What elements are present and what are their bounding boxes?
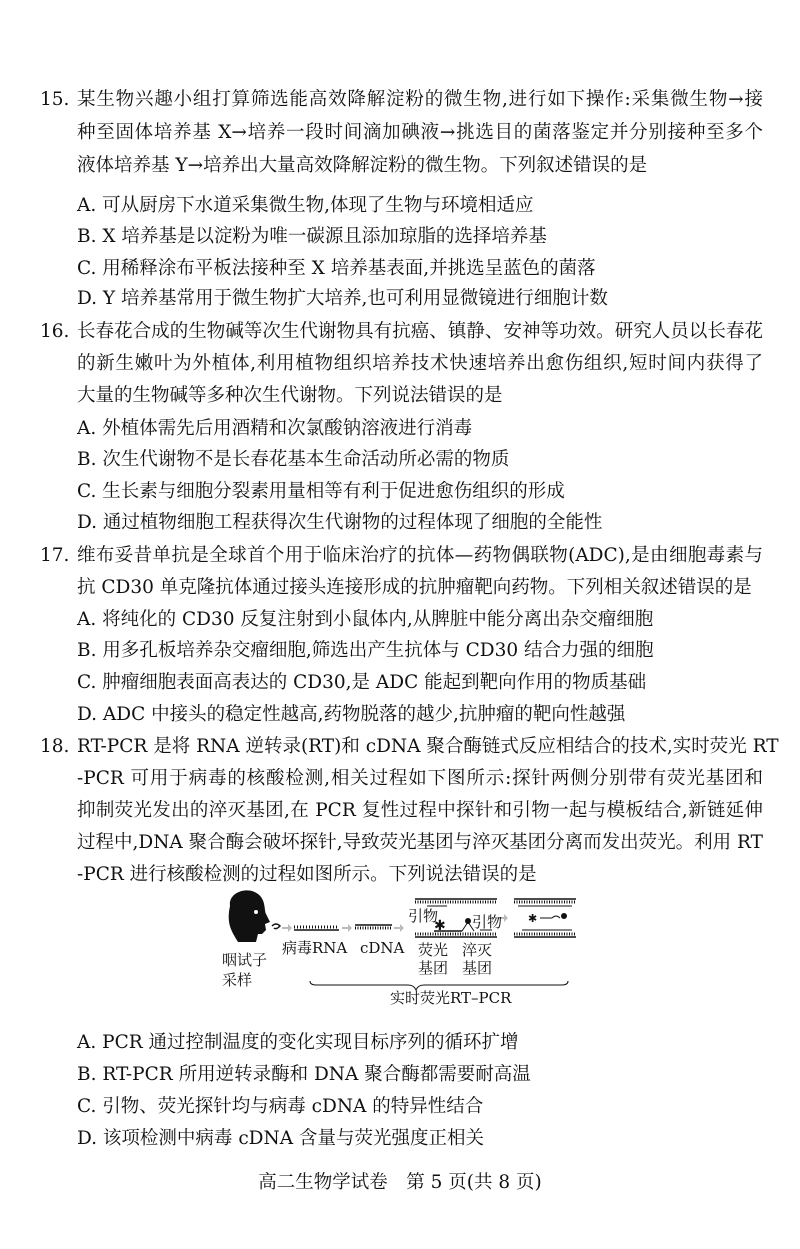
answer-option[interactable]: B. X 培养基是以淀粉为唯一碳源且添加琼脂的选择培养基 [77, 226, 547, 247]
label-sample: 咽试子 [222, 951, 268, 969]
svg-text:✱: ✱ [528, 912, 538, 925]
question-stem-line: 长春花合成的生物碱等次生代谢物具有抗癌、镇静、安神等功效。研究人员以长春花 [77, 321, 763, 342]
question-number: 15. [40, 89, 70, 110]
question-stem-line: 某生物兴趣小组打算筛选能高效降解淀粉的微生物,进行如下操作:采集微生物→接 [77, 89, 763, 110]
answer-option[interactable]: A. 将纯化的 CD30 反复注射到小鼠体内,从脾脏中能分离出杂交瘤细胞 [77, 609, 654, 630]
answer-option[interactable]: A. 可从厨房下水道采集微生物,体现了生物与环境相适应 [77, 195, 534, 216]
answer-option[interactable]: C. 肿瘤细胞表面高表达的 CD30,是 ADC 能起到靶向作用的物质基础 [77, 672, 647, 693]
diagram-caption: 实时荧光RT–PCR [390, 989, 512, 1007]
label-sample2: 采样 [222, 971, 253, 989]
answer-option[interactable]: C. 引物、荧光探针均与病毒 cDNA 的特异性结合 [77, 1096, 484, 1117]
page-footer: 高二生物学试卷 第 5 页(共 8 页) [258, 1172, 542, 1193]
person-head-icon [229, 890, 270, 942]
answer-option[interactable]: A. 外植体需先后用酒精和次氯酸钠溶液进行消毒 [77, 418, 473, 439]
answer-option[interactable]: D. 该项检测中病毒 cDNA 含量与荧光强度正相关 [77, 1128, 484, 1149]
answer-option[interactable]: C. 用稀释涂布平板法接种至 X 培养基表面,并挑选呈蓝色的菌落 [77, 258, 596, 279]
question-stem-line: -PCR 进行核酸检测的过程如图所示。下列说法错误的是 [77, 864, 537, 885]
fluorophore-icon: ✱ [434, 918, 446, 934]
rt-pcr-diagram [222, 884, 578, 1010]
label-quench-group: 基团 [462, 959, 493, 977]
question-number: 18. [40, 736, 70, 757]
question-stem-line: 大量的生物碱等多种次生代谢物。下列说法错误的是 [77, 385, 503, 406]
question-stem-line: RT-PCR 是将 RNA 逆转录(RT)和 cDNA 聚合酶链式反应相结合的技术,实时荧光 RT [77, 736, 779, 757]
question-stem-line: -PCR 可用于病毒的核酸检测,相关过程如下图所示:探针两侧分别带有荧光基团和 [77, 768, 763, 789]
label-quench: 淬灭 [462, 941, 493, 959]
answer-option[interactable]: B. 次生代谢物不是长春花基本生命活动所必需的物质 [77, 449, 510, 470]
answer-option[interactable]: A. PCR 通过控制温度的变化实现目标序列的循环扩增 [77, 1032, 519, 1053]
label-cdna: cDNA [360, 939, 405, 957]
question-stem-line: 抗 CD30 单克隆抗体通过接头连接形成的抗肿瘤靶向药物。下列相关叙述错误的是 [77, 577, 752, 598]
answer-option[interactable]: B. 用多孔板培养杂交瘤细胞,筛选出产生抗体与 CD30 结合力强的细胞 [77, 640, 654, 661]
cdna-strand [355, 925, 392, 928]
answer-option[interactable]: D. 通过植物细胞工程获得次生代谢物的过程体现了细胞的全能性 [77, 512, 603, 533]
question-stem-line: 抑制荧光发出的淬灭基团,在 PCR 复性过程中探针和引物一起与模板结合,新链延伸 [77, 800, 763, 821]
pcr-result [514, 899, 576, 937]
rna-strand [294, 927, 339, 930]
question-stem-line: 的新生嫩叶为外植体,利用植物组织培养技术快速培养出愈伤组织,短时间内获得了 [77, 353, 763, 374]
question-stem-line: 过程中,DNA 聚合酶会破坏探针,导致荧光基团与淬灭基团分离而发出荧光。利用 RT [77, 832, 763, 853]
question-stem-line: 种至固体培养基 X→培养一段时间滴加碘液→挑选目的菌落鉴定并分别接种至多个 [77, 122, 763, 143]
question-stem-line: 液体培养基 Y→培养出大量高效降解淀粉的微生物。下列叙述错误的是 [77, 155, 648, 176]
answer-option[interactable]: B. RT-PCR 所用逆转录酶和 DNA 聚合酶都需要耐高温 [77, 1064, 531, 1085]
label-fluor: 荧光 [418, 941, 449, 959]
label-primer-1: 引物 [408, 907, 439, 925]
label-primer-2: 引物 [472, 913, 503, 931]
label-virus-rna: 病毒RNA [282, 939, 348, 957]
answer-option[interactable]: C. 生长素与细胞分裂素用量相等有利于促进愈伤组织的形成 [77, 481, 565, 502]
quencher-icon [465, 918, 471, 924]
label-fluor-group: 基团 [418, 959, 449, 977]
question-number: 16. [40, 321, 70, 342]
answer-option[interactable]: D. ADC 中接头的稳定性越高,药物脱落的越少,抗肿瘤的靶向性越强 [77, 704, 626, 725]
question-stem-line: 维布妥昔单抗是全球首个用于临床治疗的抗体—药物偶联物(ADC),是由细胞毒素与 [77, 545, 763, 566]
question-number: 17. [40, 545, 70, 566]
answer-option[interactable]: D. Y 培养基常用于微生物扩大培养,也可利用显微镜进行细胞计数 [77, 288, 608, 309]
